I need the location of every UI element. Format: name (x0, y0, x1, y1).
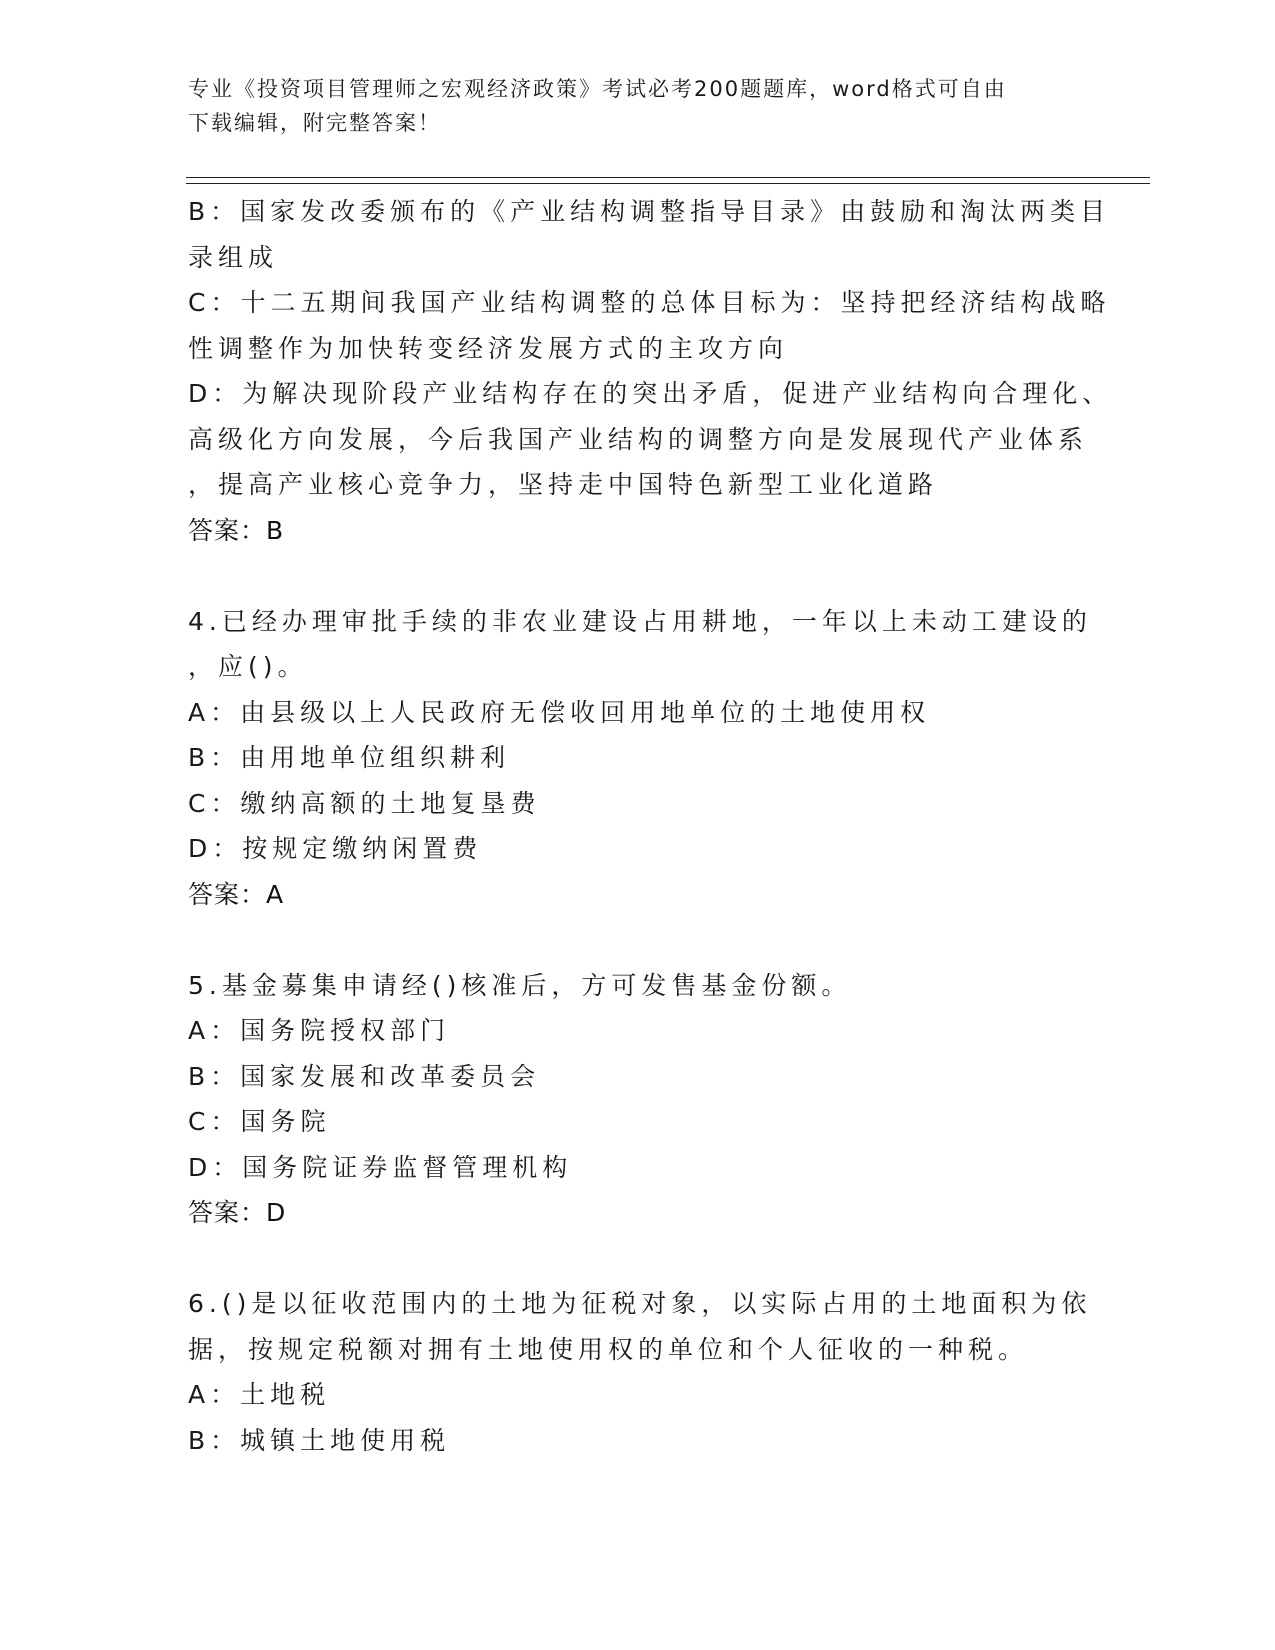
text-line: 据，按规定税额对拥有土地使用权的单位和个人征收的一种税。 (188, 1334, 1029, 1364)
text-line: C：十二五期间我国产业结构调整的总体目标为：坚持把经济结构战略 (188, 288, 1111, 317)
paragraph-gap (188, 1236, 1088, 1282)
text-line: 6.()是以征收范围内的土地为征税对象，以实际占用的土地面积为依 (188, 1289, 1092, 1318)
text-line: D：按规定缴纳闲置费 (188, 834, 483, 863)
header-divider-top (186, 177, 1150, 178)
text-line: 高级化方向发展，今后我国产业结构的调整方向是发展现代产业体系 (188, 424, 1089, 454)
text-line: B：国家发展和改革委员会 (188, 1061, 541, 1091)
text-line: A：土地税 (188, 1380, 331, 1409)
text-line: 录组成 (188, 242, 279, 272)
text-line: A：国务院授权部门 (188, 1016, 451, 1045)
text-line: D：为解决现阶段产业结构存在的突出矛盾，促进产业结构向合理化、 (188, 379, 1113, 408)
text-line: A：由县级以上人民政府无偿收回用地单位的土地使用权 (188, 697, 931, 727)
paragraph-gap (188, 917, 1088, 963)
text-line: ，应()。 (188, 652, 308, 681)
header-line-1: 专业《投资项目管理师之宏观经济政策》考试必考200题题库，word格式可自由 (188, 77, 1007, 101)
text-line: ，提高产业核心竞争力，坚持走中国特色新型工业化道路 (188, 470, 939, 499)
question-content (188, 189, 1113, 1463)
header-divider-bottom (186, 183, 1150, 184)
text-line: 5.基金募集申请经()核准后，方可发售基金份额。 (188, 970, 852, 1000)
paragraph-gap (188, 553, 1088, 599)
text-line: C：缴纳高额的土地复垦费 (188, 788, 541, 818)
answer-line: 答案：A (188, 879, 285, 909)
text-line: B：国家发改委颁布的《产业结构调整指导目录》由鼓励和淘汰两类目 (188, 197, 1111, 226)
header-line-2: 下载编辑，附完整答案！ (188, 111, 441, 135)
text-line: B：城镇土地使用税 (188, 1425, 451, 1455)
text-line: B：由用地单位组织耕利 (188, 743, 511, 772)
text-line: D：国务院证券监督管理机构 (188, 1152, 573, 1182)
answer-line: 答案：B (188, 515, 285, 545)
answer-line: 答案：D (188, 1198, 287, 1227)
text-line: 4.已经办理审批手续的非农业建设占用耕地，一年以上未动工建设的 (188, 606, 1092, 636)
text-line: 性调整作为加快转变经济发展方式的主攻方向 (188, 333, 789, 363)
document-header (188, 72, 1068, 140)
text-line: C：国务院 (188, 1107, 331, 1136)
